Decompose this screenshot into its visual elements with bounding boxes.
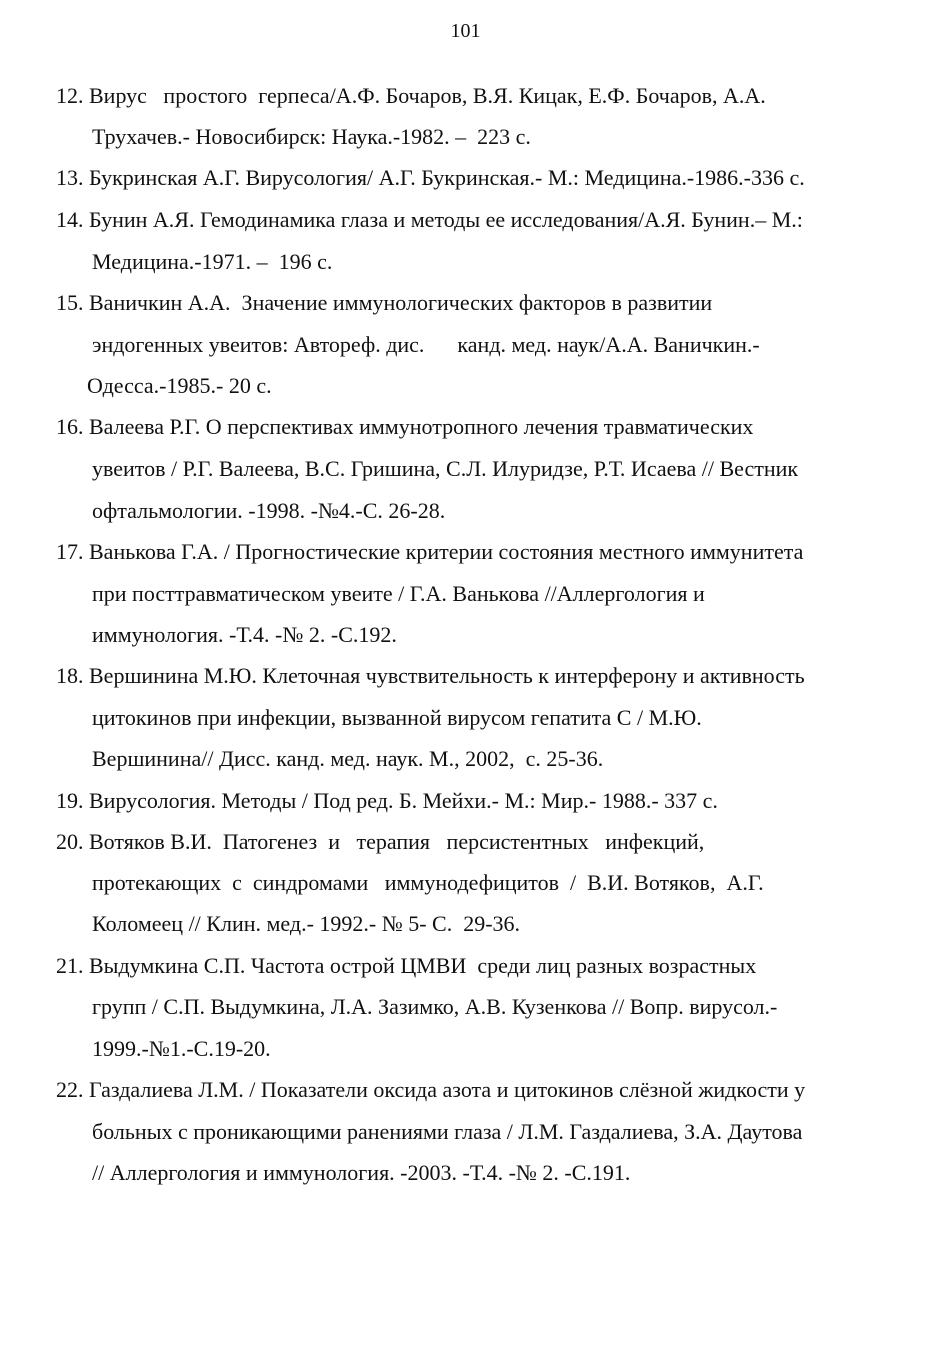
reference-line: 17. Ванькова Г.А. / Прогностические критерии состояния местного иммунитета bbox=[56, 539, 804, 564]
reference-line: Одесса.-1985.- 20 с. bbox=[87, 373, 272, 398]
reference-line: 19. Вирусология. Методы / Под ред. Б. Мейхи.- М.: Мир.- 1988.- 337 с. bbox=[56, 788, 718, 813]
reference-line: // Аллергология и иммунология. -2003. -Т.4. -№ 2. -С.191. bbox=[92, 1160, 631, 1185]
reference-line: 13. Букринская А.Г. Вирусология/ А.Г. Букринская.- М.: Медицина.-1986.-336 с. bbox=[56, 165, 805, 190]
reference-line: 15. Ваничкин А.А. Значение иммунологических факторов в развитии bbox=[56, 290, 713, 315]
reference-line: 12. Вирус простого герпеса/А.Ф. Бочаров, В.Я. Кицак, Е.Ф. Бочаров, А.А. bbox=[56, 83, 766, 108]
reference-line: 1999.-№1.-С.19-20. bbox=[92, 1036, 271, 1061]
reference-line: эндогенных увеитов: Автореф. дис. канд. мед. наук/А.А. Ваничкин.- bbox=[92, 332, 760, 357]
reference-line: Трухачев.- Новосибирск: Наука.-1982. – 223 с. bbox=[92, 124, 531, 149]
reference-line: увеитов / Р.Г. Валеева, В.С. Гришина, С.Л. Илуридзе, Р.Т. Исаева // Вестник bbox=[92, 456, 799, 481]
reference-line: протекающих с синдромами иммунодефицитов / В.И. Вотяков, А.Г. bbox=[92, 870, 764, 895]
reference-line: 16. Валеева Р.Г. О перспективах иммунотропного лечения травматических bbox=[56, 414, 754, 439]
reference-line: 18. Вершинина М.Ю. Клеточная чувствительность к интерферону и активность bbox=[56, 663, 805, 688]
reference-line: групп / С.П. Выдумкина, Л.А. Зазимко, А.В. Кузенкова // Вопр. вирусол.- bbox=[92, 994, 778, 1019]
reference-line: 20. Вотяков В.И. Патогенез и терапия персистентных инфекций, bbox=[56, 829, 705, 854]
reference-line: Коломеец // Клин. мед.- 1992.- № 5- С. 29-36. bbox=[92, 911, 521, 936]
reference-line: офтальмологии. -1998. -№4.-С. 26-28. bbox=[92, 498, 446, 523]
reference-line: при посттравматическом увеите / Г.А. Ванькова //Аллергология и bbox=[92, 581, 705, 606]
reference-line: 21. Выдумкина С.П. Частота острой ЦМВИ среди лиц разных возрастных bbox=[56, 953, 757, 978]
reference-line: цитокинов при инфекции, вызванной вирусом гепатита С / М.Ю. bbox=[92, 705, 702, 730]
reference-line: больных с проникающими ранениями глаза / Л.М. Газдалиева, З.А. Даутова bbox=[92, 1119, 803, 1144]
reference-line: 14. Бунин А.Я. Гемодинамика глаза и методы ее исследования/А.Я. Бунин.– М.: bbox=[56, 207, 803, 232]
reference-line: Медицина.-1971. – 196 с. bbox=[92, 249, 333, 274]
reference-line: 22. Газдалиева Л.М. / Показатели оксида азота и цитокинов слёзной жидкости у bbox=[56, 1077, 806, 1102]
reference-line: иммунология. -Т.4. -№ 2. -С.192. bbox=[92, 622, 397, 647]
reference-line: Вершинина// Дисс. канд. мед. наук. М., 2002, с. 25-36. bbox=[92, 746, 604, 771]
page-number: 101 bbox=[450, 20, 481, 42]
